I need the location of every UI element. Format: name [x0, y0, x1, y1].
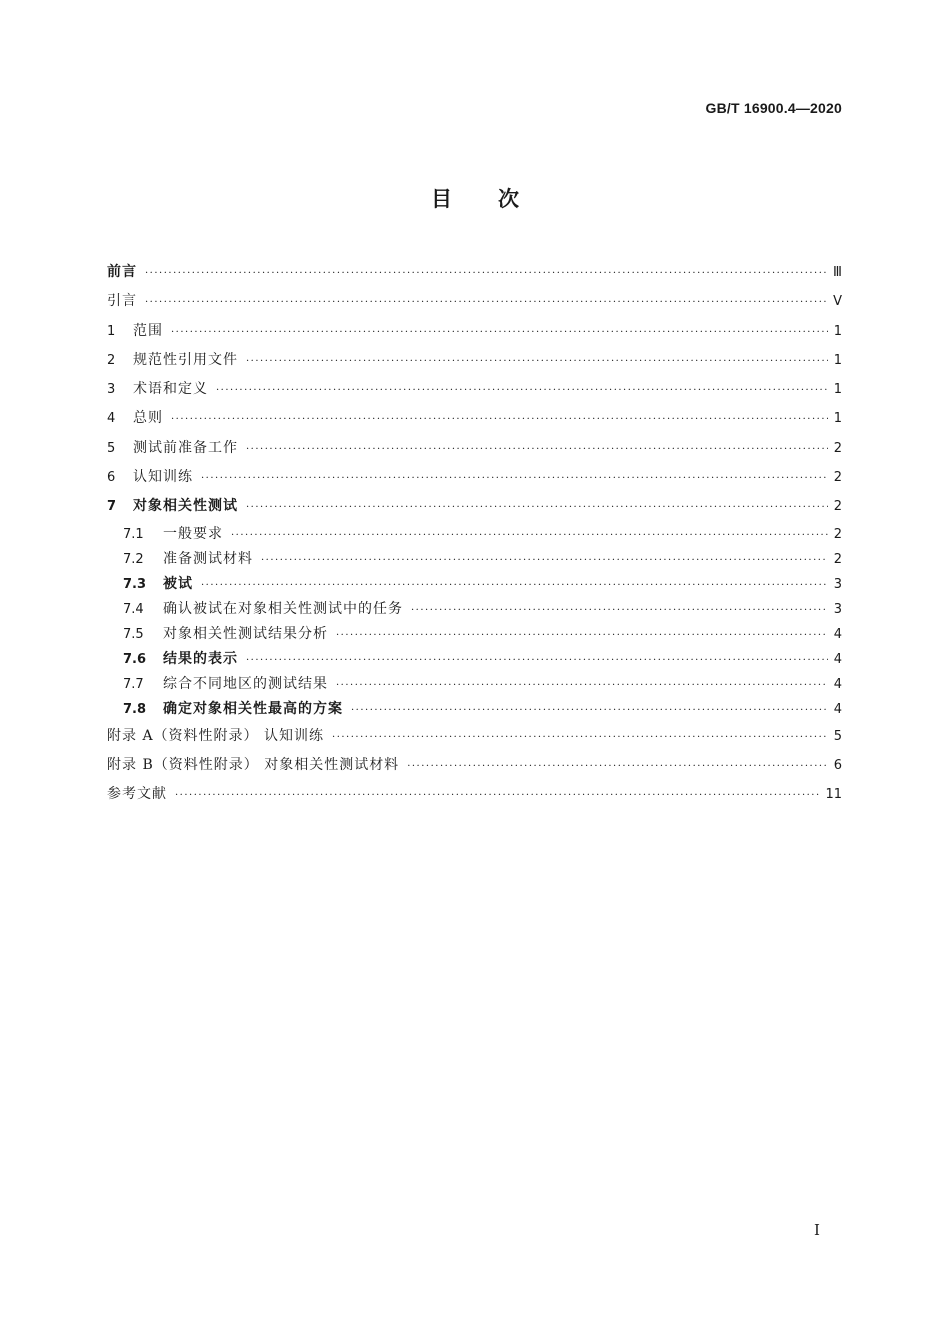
toc-entry-title: 前言: [107, 264, 137, 280]
toc-entry-title: 规范性引用文件: [133, 351, 238, 368]
toc-leader-dots: [351, 698, 828, 723]
page-number: I: [814, 1221, 820, 1239]
toc-entry[interactable]: [107, 647, 842, 672]
toc-leader-dots: [145, 288, 828, 317]
toc-entry-title: 准备测试材料: [163, 550, 253, 567]
toc-entry-title: 引言: [107, 293, 137, 310]
toc-leader-dots: [231, 523, 828, 548]
toc-leader-dots: [336, 673, 828, 698]
toc-entry[interactable]: [107, 522, 842, 547]
toc-entry-title: 对象相关性测试: [133, 498, 238, 515]
toc-entry-page: 2: [833, 551, 842, 567]
page-title-char-2: 次: [498, 187, 519, 211]
toc-leader-dots: [411, 598, 828, 623]
toc-entry-page: 4: [833, 701, 842, 717]
toc-entry-page: 4: [833, 676, 842, 692]
toc-entry-title: 确定对象相关性最高的方案: [163, 700, 343, 717]
toc-entry-page: 5: [833, 728, 842, 744]
toc-leader-dots: [336, 623, 828, 648]
toc-entry-number: 7.2: [123, 551, 144, 567]
toc-entry-title: 综合不同地区的测试结果: [163, 675, 328, 692]
toc-leader-dots: [201, 464, 828, 493]
toc-entry-page: 1: [833, 411, 842, 427]
toc-entry[interactable]: [107, 672, 842, 697]
toc-entry-page: Ⅲ: [833, 265, 842, 280]
toc-entry-title: 测试前准备工作: [133, 439, 238, 456]
toc-entry-page: 2: [833, 526, 842, 542]
page-title: [0, 183, 950, 213]
standard-code: GB/T 16900.4—2020: [705, 100, 842, 116]
toc-entry[interactable]: [107, 404, 842, 433]
toc-entry-number: 6: [107, 470, 116, 486]
toc-entry-number: 7.8: [123, 701, 147, 717]
toc-entry-number: 7.4: [123, 601, 144, 617]
toc-entry-title: 被试: [163, 575, 193, 592]
toc-entry[interactable]: [107, 622, 842, 647]
toc-entry-number: 4: [107, 411, 116, 427]
toc-entry[interactable]: [107, 317, 842, 346]
toc-entry-page: 1: [833, 352, 842, 368]
toc-entry[interactable]: [107, 547, 842, 572]
toc-entry-number: 7.5: [123, 626, 144, 642]
toc-leader-dots: [407, 752, 828, 781]
toc-leader-dots: [246, 435, 828, 464]
toc-entry-number: 5: [107, 440, 116, 456]
toc-entry-title: 一般要求: [163, 525, 223, 542]
toc-entry-page: 4: [833, 626, 842, 642]
toc-entry-title: 范围: [133, 322, 163, 339]
toc-entry[interactable]: [107, 434, 842, 463]
toc-entry-title: 总则: [133, 410, 163, 427]
page-title-char-1: 目: [431, 187, 452, 211]
toc-leader-dots: [171, 405, 828, 434]
toc-leader-dots: [261, 548, 828, 573]
toc-entry-title: 附录 A（资料性附录） 认知训练: [107, 727, 325, 744]
toc-leader-dots: [171, 318, 828, 347]
toc-leader-dots: [246, 648, 828, 673]
toc-entry[interactable]: [107, 258, 842, 287]
toc-entry[interactable]: [107, 492, 842, 521]
toc-entry[interactable]: [107, 572, 842, 597]
toc-entry[interactable]: [107, 722, 842, 751]
toc-entry[interactable]: [107, 751, 842, 780]
toc-entry[interactable]: [107, 375, 842, 404]
toc-entry-title: 结果的表示: [163, 650, 238, 667]
toc-entry-title: 术语和定义: [133, 381, 208, 398]
toc-entry-title: 认知训练: [133, 469, 193, 486]
toc-entry-number: 1: [107, 323, 116, 339]
toc-entry-title: 确认被试在对象相关性测试中的任务: [163, 600, 403, 617]
toc-entry-number: 7.3: [123, 576, 147, 592]
toc-entry-page: 2: [833, 440, 842, 456]
toc-entry-number: 7: [107, 499, 117, 515]
toc-leader-dots: [145, 259, 828, 288]
toc-entry-number: 2: [107, 352, 116, 368]
toc-entry-title: 附录 B（资料性附录） 对象相关性测试材料: [107, 756, 400, 773]
toc-entry-page: 1: [833, 382, 842, 398]
toc-entry-title: 对象相关性测试结果分析: [163, 625, 328, 642]
toc-entry-page: Ⅴ: [833, 294, 842, 310]
toc-leader-dots: [246, 493, 828, 522]
toc-entry[interactable]: [107, 346, 842, 375]
table-of-contents: [107, 258, 842, 810]
toc-entry-page: 1: [833, 323, 842, 339]
toc-entry-number: 7.7: [123, 676, 144, 692]
toc-leader-dots: [246, 347, 828, 376]
toc-entry-title: 参考文献: [107, 786, 167, 803]
toc-entry-page: 4: [833, 651, 842, 667]
toc-leader-dots: [216, 376, 828, 405]
toc-leader-dots: [201, 573, 828, 598]
toc-entry-page: 3: [833, 601, 842, 617]
toc-entry-number: 7.6: [123, 651, 147, 667]
toc-entry-page: 2: [833, 470, 842, 486]
toc-entry-page: 6: [833, 757, 842, 773]
toc-entry[interactable]: [107, 780, 842, 809]
toc-entry-number: 7.1: [123, 526, 144, 542]
toc-entry[interactable]: [107, 463, 842, 492]
toc-entry-page: 2: [833, 499, 842, 515]
toc-leader-dots: [332, 723, 828, 752]
toc-entry-number: 3: [107, 382, 116, 398]
toc-entry[interactable]: [107, 597, 842, 622]
toc-leader-dots: [175, 781, 821, 810]
toc-entry[interactable]: [107, 697, 842, 722]
toc-entry[interactable]: [107, 287, 842, 316]
toc-entry-page: 11: [825, 787, 842, 803]
toc-entry-page: 3: [833, 576, 842, 592]
